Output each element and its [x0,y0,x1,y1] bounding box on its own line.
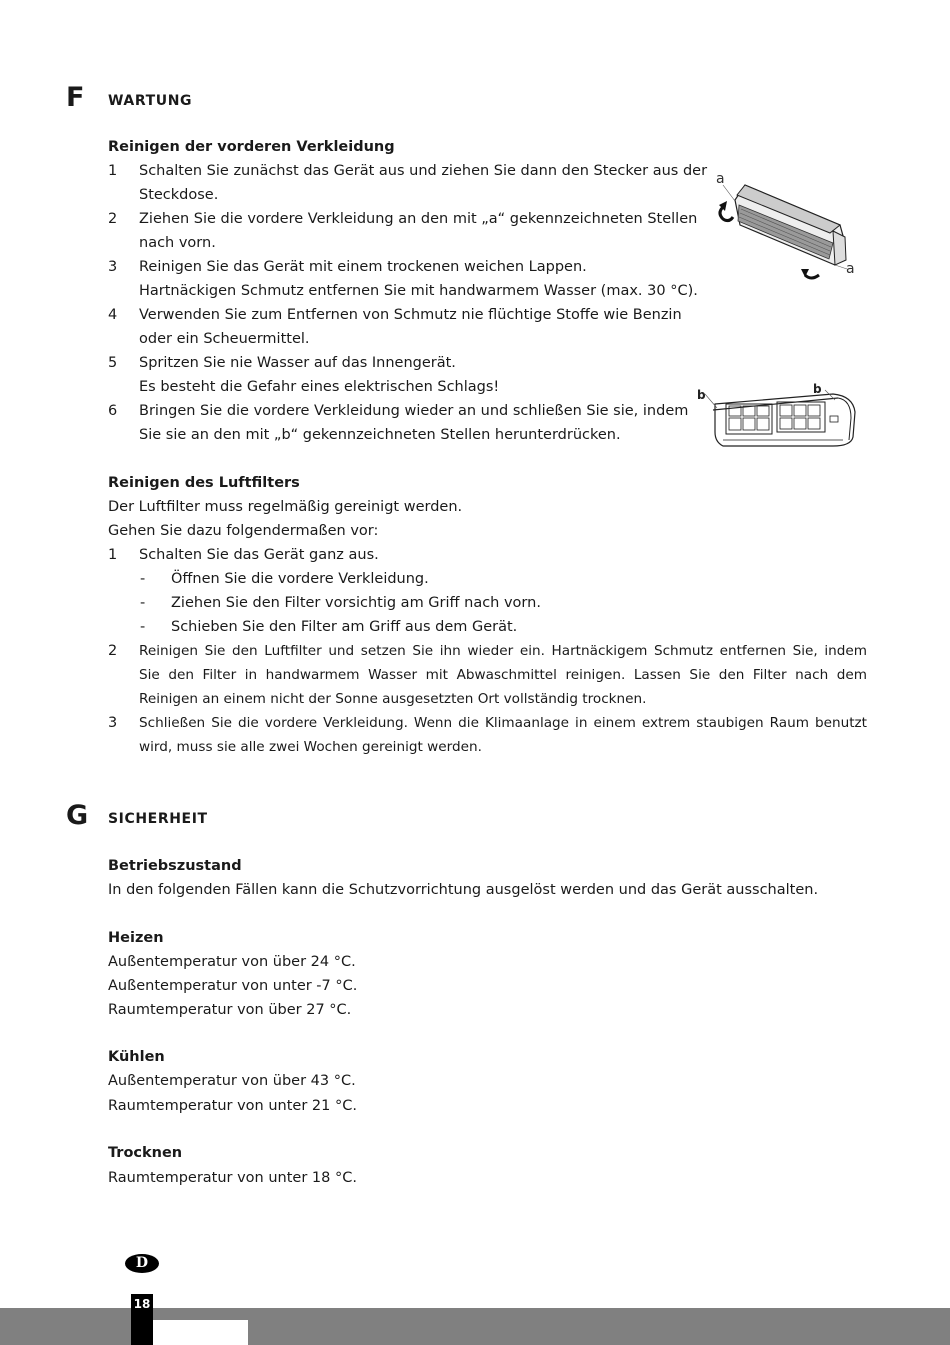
heating-condition: Außentemperatur von über 24 °C. [108,954,356,970]
ac-unit-closing-illustration [693,382,863,452]
step-text: nach vorn. [139,235,216,251]
bullet-dash: - [140,571,146,587]
step-text: Reinigen Sie den Luftfilter und setzen Sie ihn wieder ein. Hartnäckigem Schmutz entfernen Sie, indem [139,643,867,659]
language-badge: D [125,1254,159,1273]
sub-step-text: Öffnen Sie die vordere Verkleidung. [171,571,429,587]
step-number: 6 [108,403,118,419]
sub-step-text: Schieben Sie den Filter am Griff aus dem Gerät. [171,619,518,635]
subheading-front-panel: Reinigen der vorderen Verkleidung [108,139,395,155]
section-title-sicherheit: SICHERHEIT [108,811,208,827]
air-filter-intro: Gehen Sie dazu folgendermaßen vor: [108,523,379,539]
bullet-dash: - [140,619,146,635]
section-letter-g: G [66,800,89,831]
step-text: wird, muss sie alle zwei Wochen gereinigt werden. [139,739,482,755]
step-number: 1 [108,547,118,563]
bullet-dash: - [140,595,146,611]
figure-front-panel-close [693,382,863,452]
step-text: Sie den Filter in handwarmem Wasser mit Abwaschmittel reinigen. Lassen Sie den Filter nach dem [139,667,867,683]
step-text: Spritzen Sie nie Wasser auf das Innengerät. [139,355,456,371]
step-number: 2 [108,211,118,227]
step-text: Verwenden Sie zum Entfernen von Schmutz nie flüchtige Stoffe wie Benzin [139,307,682,323]
step-text: oder ein Scheuermittel. [139,331,310,347]
step-text: Schalten Sie zunächst das Gerät aus und ziehen Sie dann den Stecker aus der [139,163,708,179]
sub-step-text: Ziehen Sie den Filter vorsichtig am Griff nach vorn. [171,595,541,611]
figure-label-b-right: b [813,382,822,396]
subheading-cooling: Kühlen [108,1049,165,1065]
section-title-wartung: WARTUNG [108,93,193,109]
cooling-condition: Raumtemperatur von unter 21 °C. [108,1098,357,1114]
subheading-operating-state: Betriebszustand [108,858,242,874]
figure-front-panel-open [705,165,865,285]
figure-label-a-top: a [716,171,725,187]
figure-label-b-left: b [697,388,706,402]
step-text: Schließen Sie die vordere Verkleidung. Wenn die Klimaanlage in einem extrem staubigen Raum benutzt [139,715,867,731]
footer-white-box [153,1320,248,1345]
figure-label-a-bottom: a [846,261,855,277]
heating-condition: Außentemperatur von unter -7 °C. [108,978,358,994]
ac-unit-illustration [705,165,865,285]
subheading-air-filter: Reinigen des Luftfilters [108,475,300,491]
drying-condition: Raumtemperatur von unter 18 °C. [108,1170,357,1186]
step-number: 1 [108,163,118,179]
step-text: Reinigen an einem nicht der Sonne ausgesetzten Ort vollständig trocknen. [139,691,647,707]
step-text: Bringen Sie die vordere Verkleidung wieder an und schließen Sie sie, indem [139,403,689,419]
operating-state-text: In den folgenden Fällen kann die Schutzvorrichtung ausgelöst werden und das Gerät ausschalten. [108,882,819,898]
step-text: Reinigen Sie das Gerät mit einem trockenen weichen Lappen. [139,259,587,275]
cooling-condition: Außentemperatur von über 43 °C. [108,1073,356,1089]
step-number: 3 [108,715,118,731]
step-text: Steckdose. [139,187,219,203]
step-number: 2 [108,643,118,659]
section-letter-f: F [66,82,85,113]
air-filter-intro: Der Luftfilter muss regelmäßig gereinigt werden. [108,499,463,515]
step-text: Hartnäckigen Schmutz entfernen Sie mit handwarmem Wasser (max. 30 °C). [139,283,698,299]
step-text: Sie sie an den mit „b“ gekennzeichneten Stellen herunterdrücken. [139,427,621,443]
heating-condition: Raumtemperatur von über 27 °C. [108,1002,352,1018]
step-text: Es besteht die Gefahr eines elektrischen Schlags! [139,379,500,395]
step-text: Ziehen Sie die vordere Verkleidung an den mit „a“ gekennzeichneten Stellen [139,211,698,227]
subheading-heating: Heizen [108,930,164,946]
page-number: 18 [131,1294,153,1345]
step-number: 5 [108,355,118,371]
step-text: Schalten Sie das Gerät ganz aus. [139,547,379,563]
step-number: 3 [108,259,118,275]
subheading-drying: Trocknen [108,1145,183,1161]
step-number: 4 [108,307,118,323]
